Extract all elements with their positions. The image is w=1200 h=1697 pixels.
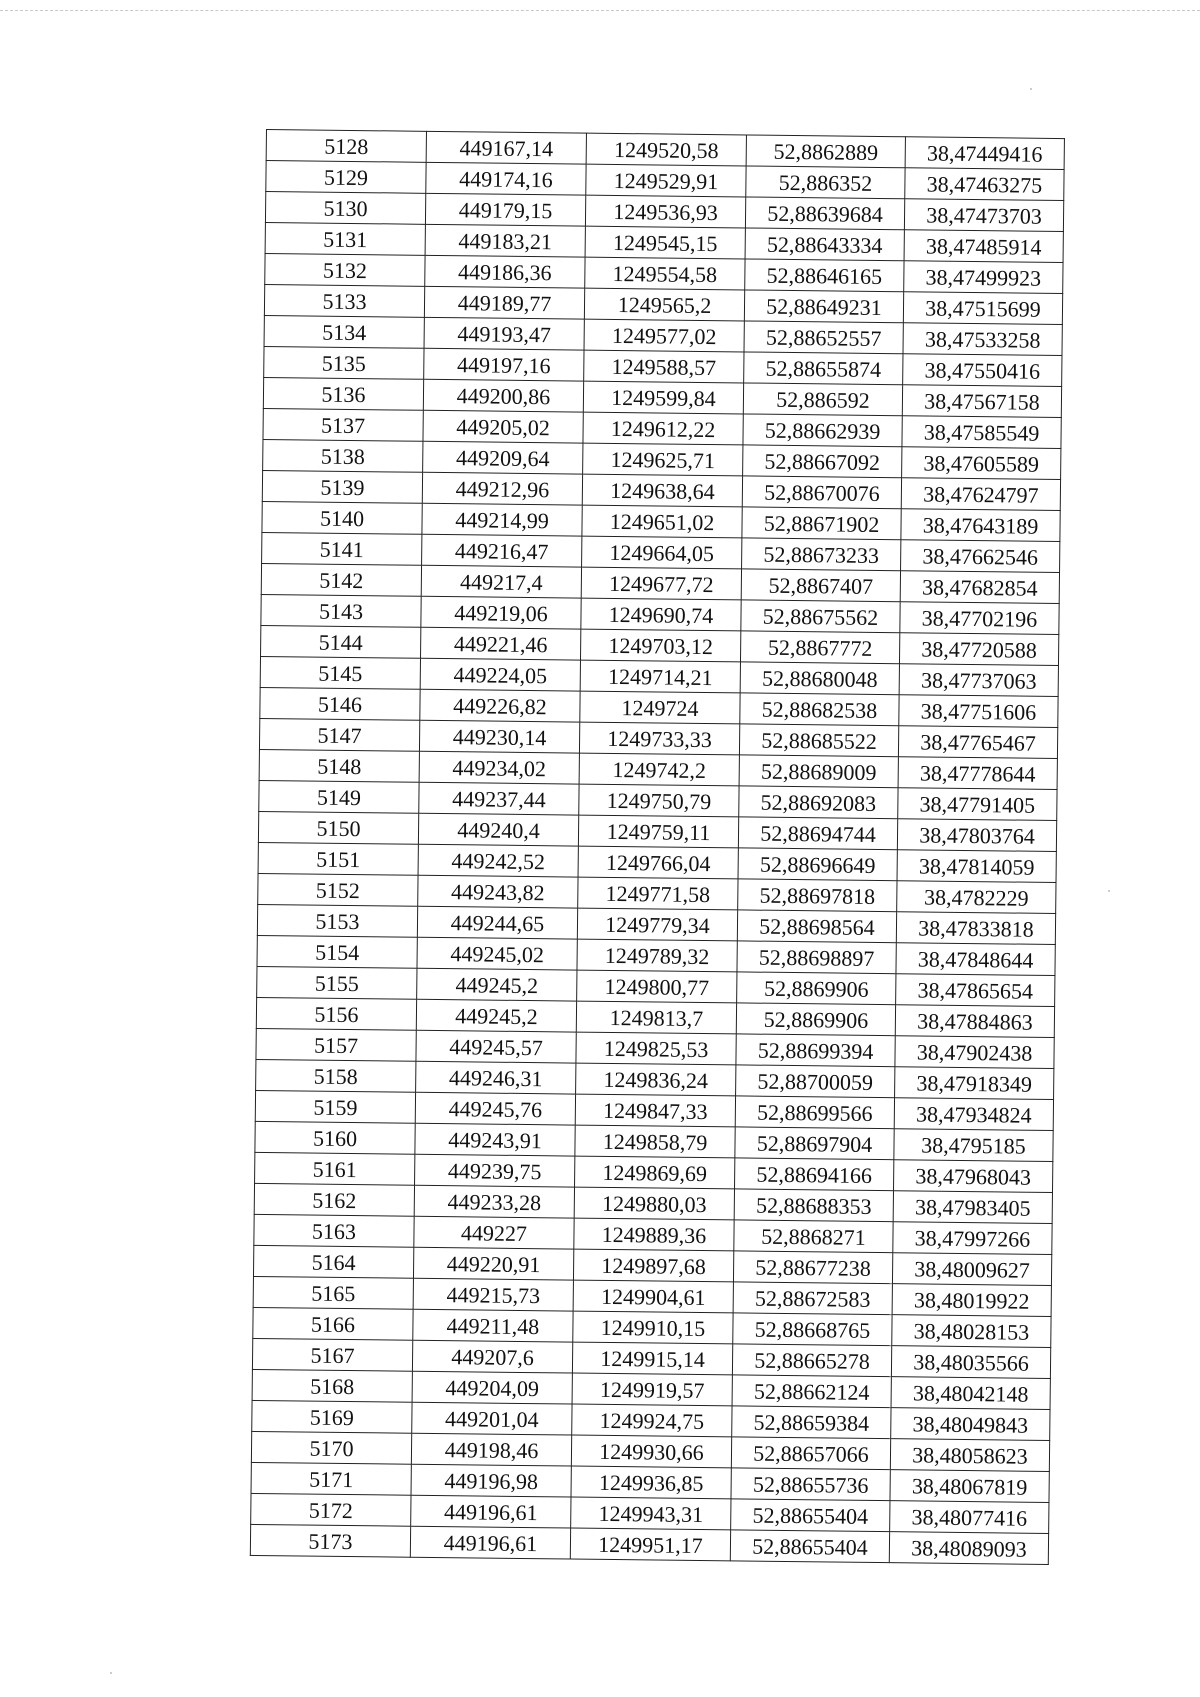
x-coordinate-cell: 449243,82 [418,875,578,908]
x-coordinate-cell: 449245,02 [417,937,577,970]
point-number-cell: 5172 [251,1493,411,1526]
longitude-cell: 38,47791405 [898,788,1057,821]
longitude-cell: 38,47848644 [896,943,1055,976]
longitude-cell: 38,48035566 [891,1346,1050,1379]
longitude-cell: 38,47983405 [893,1191,1052,1224]
y-coordinate-cell: 1249915,14 [572,1342,732,1375]
point-number-cell: 5146 [260,687,420,720]
latitude-cell: 52,8868271 [734,1220,893,1253]
x-coordinate-cell: 449227 [414,1216,574,1249]
y-coordinate-cell: 1249690,74 [581,598,741,631]
y-coordinate-cell: 1249951,17 [570,1528,730,1561]
latitude-cell: 52,88699566 [735,1096,894,1129]
x-coordinate-cell: 449220,91 [413,1247,573,1280]
latitude-cell: 52,8869906 [736,1003,895,1036]
latitude-cell: 52,88699394 [736,1034,895,1067]
y-coordinate-cell: 1249565,2 [584,288,744,321]
point-number-cell: 5136 [263,377,423,410]
x-coordinate-cell: 449214,99 [422,503,582,536]
y-coordinate-cell: 1249919,57 [572,1373,732,1406]
y-coordinate-cell: 1249677,72 [581,567,741,600]
y-coordinate-cell: 1249800,77 [577,970,737,1003]
point-number-cell: 5148 [259,749,419,782]
latitude-cell: 52,88689009 [739,755,898,788]
latitude-cell: 52,88698564 [737,910,896,943]
point-number-cell: 5155 [257,966,417,999]
latitude-cell: 52,886592 [743,383,902,416]
y-coordinate-cell: 1249825,53 [576,1032,736,1065]
latitude-cell: 52,88673233 [742,538,901,571]
longitude-cell: 38,47902438 [895,1036,1054,1069]
x-coordinate-cell: 449167,14 [426,131,586,164]
x-coordinate-cell: 449216,47 [422,534,582,567]
longitude-cell: 38,47737063 [899,664,1058,697]
x-coordinate-cell: 449230,14 [419,720,579,753]
y-coordinate-cell: 1249554,58 [585,257,745,290]
y-coordinate-cell: 1249858,79 [575,1125,735,1158]
longitude-cell: 38,47463275 [905,168,1064,201]
longitude-cell: 38,47865654 [896,974,1055,1007]
scan-speck [1108,890,1110,892]
y-coordinate-cell: 1249651,02 [582,505,742,538]
point-number-cell: 5152 [258,873,418,906]
y-coordinate-cell: 1249910,15 [573,1311,733,1344]
x-coordinate-cell: 449186,36 [425,255,585,288]
point-number-cell: 5149 [259,780,419,813]
y-coordinate-cell: 1249869,69 [575,1156,735,1189]
longitude-cell: 38,47643189 [901,509,1060,542]
x-coordinate-cell: 449246,31 [416,1061,576,1094]
longitude-cell: 38,47833818 [896,912,1055,945]
latitude-cell: 52,88655874 [744,352,903,385]
point-number-cell: 5128 [266,130,426,163]
point-number-cell: 5164 [253,1245,413,1278]
latitude-cell: 52,88682538 [740,693,899,726]
point-number-cell: 5144 [261,625,421,658]
scan-top-edge [0,10,1200,11]
y-coordinate-cell: 1249924,75 [572,1404,732,1437]
point-number-cell: 5157 [256,1028,416,1061]
point-number-cell: 5154 [257,935,417,968]
point-number-cell: 5142 [261,563,421,596]
point-number-cell: 5165 [253,1276,413,1309]
y-coordinate-cell: 1249714,21 [580,660,740,693]
longitude-cell: 38,47702196 [900,602,1059,635]
point-number-cell: 5141 [262,532,422,565]
longitude-cell: 38,47720588 [899,633,1058,666]
point-number-cell: 5150 [258,811,418,844]
x-coordinate-cell: 449204,09 [412,1371,572,1404]
y-coordinate-cell: 1249771,58 [578,877,738,910]
point-number-cell: 5163 [254,1214,414,1247]
latitude-cell: 52,88652557 [744,321,903,354]
latitude-cell: 52,8867407 [741,569,900,602]
y-coordinate-cell: 1249936,85 [571,1466,731,1499]
y-coordinate-cell: 1249588,57 [584,350,744,383]
latitude-cell: 52,88696649 [738,848,897,881]
x-coordinate-cell: 449242,52 [418,844,578,877]
latitude-cell: 52,88643334 [745,228,904,261]
point-number-cell: 5161 [255,1152,415,1185]
scan-speck [110,1672,112,1674]
longitude-cell: 38,48067819 [890,1470,1049,1503]
y-coordinate-cell: 1249536,93 [585,195,745,228]
x-coordinate-cell: 449179,15 [425,193,585,226]
latitude-cell: 52,88685522 [739,724,898,757]
latitude-cell: 52,88639684 [745,197,904,230]
longitude-cell: 38,47918349 [895,1067,1054,1100]
point-number-cell: 5134 [264,315,424,348]
longitude-cell: 38,48077416 [890,1501,1049,1534]
point-number-cell: 5153 [257,904,417,937]
x-coordinate-cell: 449212,96 [422,472,582,505]
x-coordinate-cell: 449226,82 [420,689,580,722]
longitude-cell: 38,48019922 [892,1284,1051,1317]
y-coordinate-cell: 1249904,61 [573,1280,733,1313]
longitude-cell: 38,47624797 [901,478,1060,511]
point-number-cell: 5166 [253,1307,413,1340]
point-number-cell: 5147 [259,718,419,751]
latitude-cell: 52,88667092 [743,445,902,478]
x-coordinate-cell: 449211,48 [413,1309,573,1342]
latitude-cell: 52,88670076 [742,476,901,509]
longitude-cell: 38,47884863 [895,1005,1054,1038]
latitude-cell: 52,88655736 [731,1468,890,1501]
point-number-cell: 5132 [265,253,425,286]
latitude-cell: 52,88688353 [734,1189,893,1222]
x-coordinate-cell: 449245,2 [417,968,577,1001]
y-coordinate-cell: 1249897,68 [573,1249,733,1282]
longitude-cell: 38,47499923 [904,261,1063,294]
x-coordinate-cell: 449174,16 [426,162,586,195]
longitude-cell: 38,47765467 [898,726,1057,759]
point-number-cell: 5130 [265,192,425,225]
y-coordinate-cell: 1249703,12 [580,629,740,662]
y-coordinate-cell: 1249664,05 [582,536,742,569]
latitude-cell: 52,88662124 [732,1375,891,1408]
latitude-cell: 52,88655404 [731,1499,890,1532]
point-number-cell: 5145 [260,656,420,689]
latitude-cell: 52,88672583 [733,1282,892,1315]
x-coordinate-cell: 449233,28 [414,1185,574,1218]
y-coordinate-cell: 1249520,58 [586,133,746,166]
latitude-cell: 52,88671902 [742,507,901,540]
point-number-cell: 5162 [254,1183,414,1216]
coordinates-table-container [250,129,1064,1565]
longitude-cell: 38,47449416 [905,137,1064,170]
longitude-cell: 38,47550416 [903,354,1062,387]
x-coordinate-cell: 449198,46 [411,1433,571,1466]
y-coordinate-cell: 1249545,15 [585,226,745,259]
x-coordinate-cell: 449224,05 [420,658,580,691]
latitude-cell: 52,88700059 [736,1065,895,1098]
latitude-cell: 52,8869906 [737,972,896,1005]
latitude-cell: 52,88698897 [737,941,896,974]
x-coordinate-cell: 449215,73 [413,1278,573,1311]
latitude-cell: 52,88694166 [735,1158,894,1191]
point-number-cell: 5168 [252,1369,412,1402]
longitude-cell: 38,47997266 [893,1222,1052,1255]
point-number-cell: 5156 [256,997,416,1030]
longitude-cell: 38,47934824 [894,1098,1053,1131]
y-coordinate-cell: 1249638,64 [582,474,742,507]
point-number-cell: 5173 [250,1524,410,1557]
latitude-cell: 52,8867772 [740,631,899,664]
longitude-cell: 38,47485914 [904,230,1063,263]
y-coordinate-cell: 1249733,33 [579,722,739,755]
x-coordinate-cell: 449221,46 [421,627,581,660]
x-coordinate-cell: 449196,98 [411,1464,571,1497]
latitude-cell: 52,88697818 [738,879,897,912]
longitude-cell: 38,47473703 [904,199,1063,232]
y-coordinate-cell: 1249759,11 [578,815,738,848]
latitude-cell: 52,88649231 [744,290,903,323]
x-coordinate-cell: 449245,57 [416,1030,576,1063]
x-coordinate-cell: 449209,64 [423,441,583,474]
x-coordinate-cell: 449245,76 [415,1092,575,1125]
point-number-cell: 5133 [264,284,424,317]
y-coordinate-cell: 1249836,24 [576,1063,736,1096]
latitude-cell: 52,88668765 [733,1313,892,1346]
point-number-cell: 5131 [265,222,425,255]
longitude-cell: 38,48042148 [891,1377,1050,1410]
point-number-cell: 5138 [263,439,423,472]
latitude-cell: 52,88659384 [732,1406,891,1439]
longitude-cell: 38,48089093 [889,1532,1048,1565]
y-coordinate-cell: 1249847,33 [575,1094,735,1127]
latitude-cell: 52,88677238 [733,1251,892,1284]
longitude-cell: 38,48058623 [890,1439,1049,1472]
x-coordinate-cell: 449196,61 [410,1526,570,1559]
x-coordinate-cell: 449234,02 [419,751,579,784]
y-coordinate-cell: 1249599,84 [583,381,743,414]
x-coordinate-cell: 449237,44 [419,782,579,815]
y-coordinate-cell: 1249779,34 [577,908,737,941]
longitude-cell: 38,47605589 [902,447,1061,480]
longitude-cell: 38,4795185 [894,1129,1053,1162]
x-coordinate-cell: 449205,02 [423,410,583,443]
longitude-cell: 38,47803764 [897,819,1056,852]
latitude-cell: 52,88692083 [739,786,898,819]
longitude-cell: 38,47968043 [893,1160,1052,1193]
x-coordinate-cell: 449207,6 [412,1340,572,1373]
y-coordinate-cell: 1249750,79 [579,784,739,817]
point-number-cell: 5137 [263,408,423,441]
point-number-cell: 5167 [252,1338,412,1371]
coordinates-table-body [250,130,1064,1565]
x-coordinate-cell: 449240,4 [418,813,578,846]
latitude-cell: 52,8862889 [746,135,905,168]
x-coordinate-cell: 449245,2 [416,999,576,1032]
point-number-cell: 5143 [261,594,421,627]
latitude-cell: 52,88697904 [735,1127,894,1160]
latitude-cell: 52,88662939 [743,414,902,447]
y-coordinate-cell: 1249577,02 [584,319,744,352]
y-coordinate-cell: 1249742,2 [579,753,739,786]
y-coordinate-cell: 1249813,7 [576,1001,736,1034]
x-coordinate-cell: 449196,61 [411,1495,571,1528]
x-coordinate-cell: 449219,06 [421,596,581,629]
longitude-cell: 38,4782229 [897,881,1056,914]
longitude-cell: 38,47567158 [902,385,1061,418]
y-coordinate-cell: 1249612,22 [583,412,743,445]
longitude-cell: 38,48028153 [892,1315,1051,1348]
point-number-cell: 5151 [258,842,418,875]
latitude-cell: 52,886352 [746,166,905,199]
x-coordinate-cell: 449243,91 [415,1123,575,1156]
y-coordinate-cell: 1249724 [580,691,740,724]
y-coordinate-cell: 1249943,31 [571,1497,731,1530]
point-number-cell: 5160 [255,1121,415,1154]
x-coordinate-cell: 449197,16 [424,348,584,381]
point-number-cell: 5159 [255,1090,415,1123]
longitude-cell: 38,47662546 [901,540,1060,573]
x-coordinate-cell: 449189,77 [424,286,584,319]
longitude-cell: 38,47778644 [898,757,1057,790]
latitude-cell: 52,88675562 [741,600,900,633]
y-coordinate-cell: 1249789,32 [577,939,737,972]
latitude-cell: 52,88694744 [738,817,897,850]
x-coordinate-cell: 449239,75 [415,1154,575,1187]
latitude-cell: 52,88646165 [745,259,904,292]
x-coordinate-cell: 449200,86 [423,379,583,412]
x-coordinate-cell: 449183,21 [425,224,585,257]
latitude-cell: 52,88657066 [731,1437,890,1470]
x-coordinate-cell: 449193,47 [424,317,584,350]
y-coordinate-cell: 1249880,03 [574,1187,734,1220]
longitude-cell: 38,47751606 [899,695,1058,728]
point-number-cell: 5140 [262,501,422,534]
point-number-cell: 5158 [256,1059,416,1092]
longitude-cell: 38,48009627 [892,1253,1051,1286]
longitude-cell: 38,47533258 [903,323,1062,356]
point-number-cell: 5129 [266,161,426,194]
point-number-cell: 5170 [251,1431,411,1464]
point-number-cell: 5171 [251,1462,411,1495]
x-coordinate-cell: 449244,65 [417,906,577,939]
x-coordinate-cell: 449201,04 [412,1402,572,1435]
latitude-cell: 52,88680048 [740,662,899,695]
longitude-cell: 38,47585549 [902,416,1061,449]
point-number-cell: 5139 [262,470,422,503]
y-coordinate-cell: 1249889,36 [574,1218,734,1251]
y-coordinate-cell: 1249766,04 [578,846,738,879]
latitude-cell: 52,88665278 [732,1344,891,1377]
coordinates-table [250,129,1065,1565]
longitude-cell: 38,47814059 [897,850,1056,883]
point-number-cell: 5135 [264,346,424,379]
y-coordinate-cell: 1249930,66 [571,1435,731,1468]
y-coordinate-cell: 1249529,91 [586,164,746,197]
point-number-cell: 5169 [252,1400,412,1433]
latitude-cell: 52,88655404 [730,1530,889,1563]
y-coordinate-cell: 1249625,71 [583,443,743,476]
longitude-cell: 38,48049843 [891,1408,1050,1441]
longitude-cell: 38,47515699 [903,292,1062,325]
longitude-cell: 38,47682854 [900,571,1059,604]
x-coordinate-cell: 449217,4 [421,565,581,598]
scan-speck [1030,88,1032,90]
